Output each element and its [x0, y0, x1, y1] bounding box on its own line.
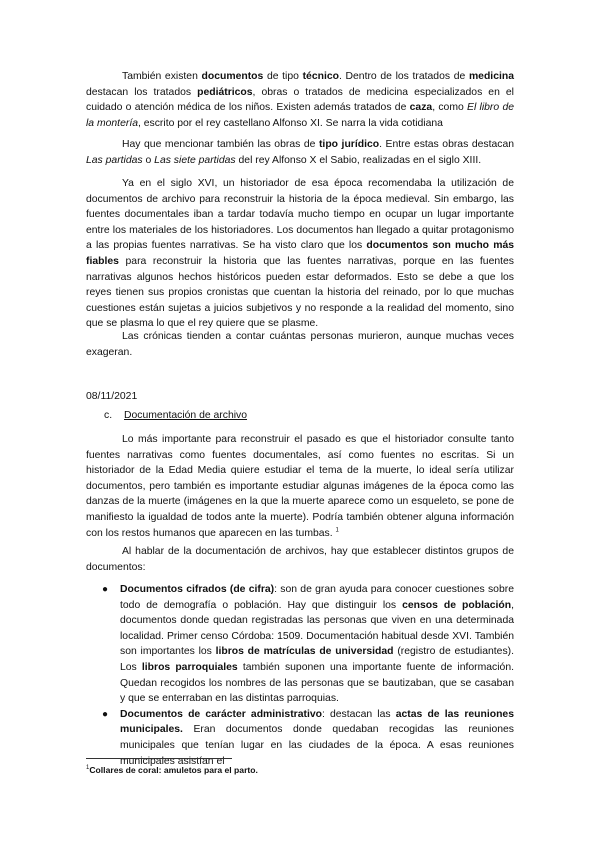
paragraph-reconstruct-past: Lo más importante para reconstruir el pasado es que el historiador consulte tanto fuentes narrativas como fuentes documentales, así como fuentes no escritas. Si un historiador de la Edad Media quiere estudiar el tema de la muerte, lo ideal sería utilizar documentos, pero también es importante estudiar algunas imágenes de la época como las danzas de la muerte (imágenes en la que la muerte aparece como un esqueleto, se pone de manifiesto la igualdad de todos ante la muerte). Podría también obtener alguna información con los restos humanos que aparecen en las tumbas. $^1$ — [86, 434, 514, 539]
section-number: c. — [104, 410, 113, 421]
paragraph-chronicles: Las crónicas tienden a contar cuántas personas murieron, aunque muchas veces exageran. — [86, 331, 514, 358]
bullet-icon: ● — [102, 584, 109, 595]
section-title: Documentación de archivo — [124, 410, 248, 421]
paragraph-technical-documents: También existen documentos de tipo técnico. Dentro de los tratados de medicina destacan los tratados pediátricos, obras o tratados de medicina especializados en el cuidado o atención médica de los niños. Existen además tratados de caza, como El libro de la montería, escrito por el rey castellano Alfonso XI. Se narra la vida cotidiana — [86, 71, 515, 129]
footnote-text: Collares de coral: amuletos para el parto. — [89, 765, 258, 775]
footnote-number: 1 — [86, 765, 90, 772]
list-item-administrative-documents: ● Documentos de carácter administrativo: destacan las actas de las reuniones municipales. Eran documentos donde quedaban recogidas las reuniones municipales que tenían lugar en las ciudades de la época. A esas reuniones municipales asistían el — [102, 708, 514, 767]
footnote-reference[interactable]: 1 — [335, 527, 339, 534]
paragraph-document-groups: Al hablar de la documentación de archivos, hay que establecer distintos grupos de documentos: — [86, 546, 514, 573]
footnote-separator — [86, 758, 232, 759]
bullet-icon: ● — [102, 708, 109, 720]
list-item-ciphered-documents: ● Documentos cifrados (de cifra): son de gran ayuda para conocer cuestiones sobre todo de demografía o población. Hay que distinguir los censos de población, documentos donde quedan registradas las personas que viven en una determinada localidad. Primer censo Córdoba: 1509. Documentación habitual desde XVI. También son importantes los libros de matrículas de universidad (registro de estudiantes). Los libros parroquiales también suponen una importante fuente de información. Quedan recogidos los nombres de las personas que se bautizaban, que se casaban y que se enterraban en las distintas parroquias. — [102, 584, 515, 705]
paragraph-archive-documents: Ya en el siglo XVI, un historiador de esa época recomendaba la utilización de documentos de archivo para reconstruir la historia de la época medieval. Sin embargo, las fuentes documentales iban a tardar todavía mucho tiempo en ocupar un lugar importante entre los materiales de los historiadores. Los documentos han llegado a quitar protagonismo a las propias fuentes narrativas. Se ha visto claro que los documentos son mucho más fiables para reconstruir la historia que las fuentes narrativas, porque en las fuentes narrativas algunos hechos históricos pueden estar deformados. Esto se debe a que los reyes tienen sus propios cronistas que cuentan la historia del reinado, por lo que muchas cuestiones están sujetas a juicios subjetivos y no responde a la realidad del momento, sino que se plasma lo que el rey quiere que se plasme. — [86, 178, 515, 330]
footnote — [86, 765, 258, 775]
section-heading — [104, 410, 247, 421]
date-label: 08/11/2021 — [86, 391, 138, 402]
paragraph-legal-works: Hay que mencionar también las obras de tipo jurídico. Entre estas obras destacan Las partidas o Las siete partidas del rey Alfonso X el Sabio, realizadas en el siglo XIII. — [86, 139, 515, 166]
